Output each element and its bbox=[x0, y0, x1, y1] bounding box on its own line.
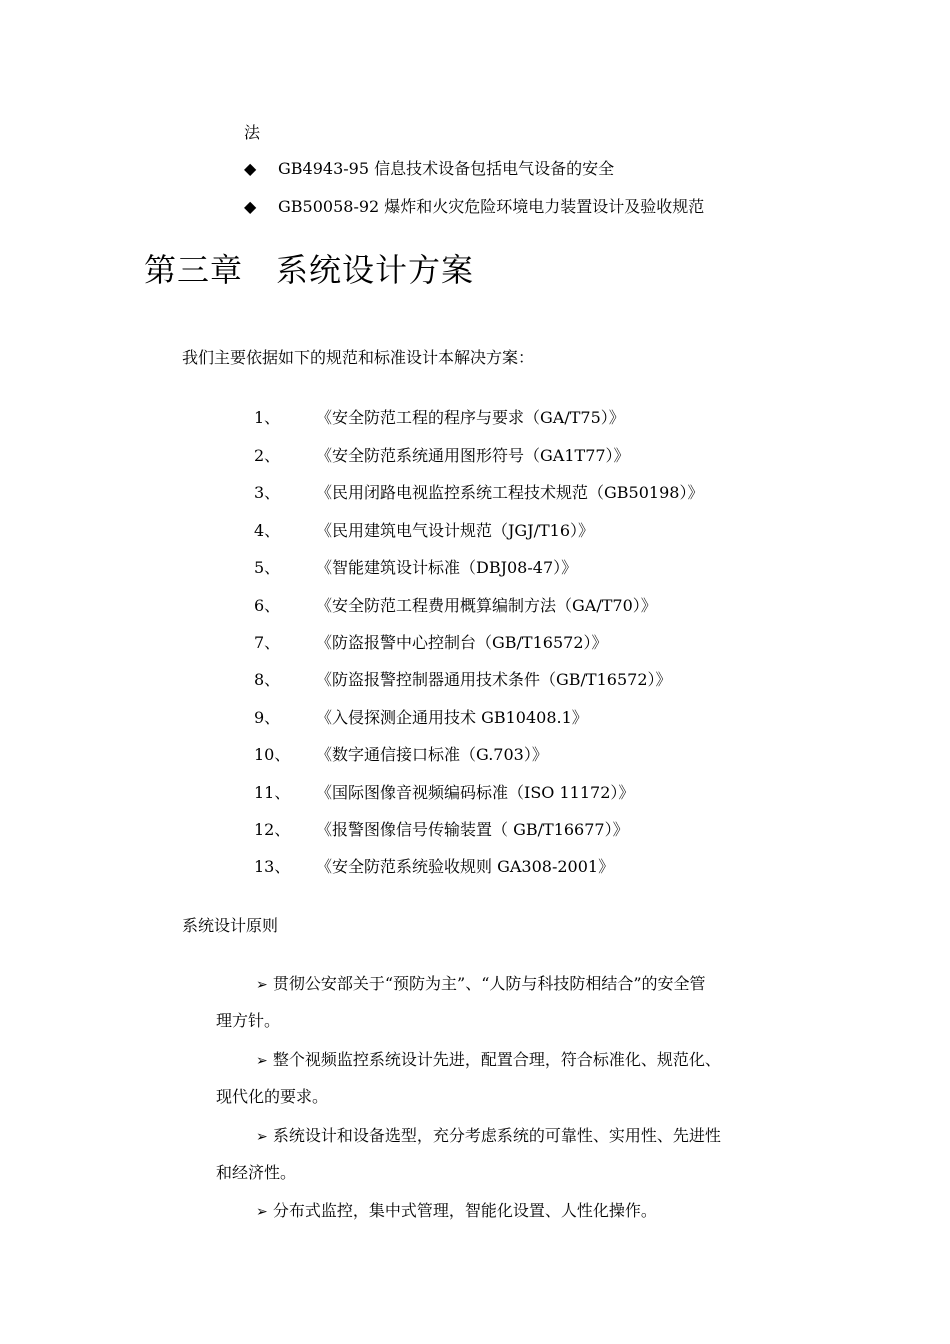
principle-item bbox=[216, 1118, 808, 1191]
list-item-number: 12、 bbox=[254, 820, 291, 839]
list-item-number: 6、 bbox=[254, 596, 281, 615]
previous-line-tail: 法 bbox=[244, 123, 261, 142]
principle-item bbox=[216, 966, 808, 1039]
list-item-text: 《安全防范系统通用图形符号（GA1T77）》 bbox=[316, 446, 630, 465]
arrow-bullet-icon: ➢ bbox=[256, 1129, 268, 1145]
list-item-number: 10、 bbox=[254, 745, 291, 764]
list-item-text: 《民用建筑电气设计规范（JGJ/T16）》 bbox=[316, 521, 595, 540]
list-item-number: 11、 bbox=[254, 783, 291, 802]
intro-paragraph: 我们主要依据如下的规范和标准设计本解决方案： bbox=[182, 348, 535, 367]
principle-text: 分布式监控，集中式管理，智能化设置、人性化操作。 bbox=[272, 1201, 657, 1220]
list-item-text: 《智能建筑设计标准（DBJ08-47）》 bbox=[316, 558, 578, 577]
principle-text-continued: 现代化的要求。 bbox=[216, 1087, 329, 1106]
arrow-bullet-icon: ➢ bbox=[256, 1053, 268, 1069]
list-item-text: 《防盗报警控制器通用技术条件（GB/T16572）》 bbox=[316, 670, 672, 689]
arrow-bullet-icon: ➢ bbox=[256, 1204, 268, 1220]
principle-item bbox=[216, 1193, 808, 1230]
list-item-text: 《防盗报警中心控制台（GB/T16572）》 bbox=[316, 633, 608, 652]
list-item-text: 《报警图像信号传输装置（ GB/T16677）》 bbox=[316, 820, 629, 839]
list-item-text: 《数字通信接口标准（G.703）》 bbox=[316, 745, 548, 764]
list-item-number: 1、 bbox=[254, 408, 281, 427]
list-item-number: 7、 bbox=[254, 633, 281, 652]
bullet-text: GB4943-95 信息技术设备包括电气设备的安全 bbox=[278, 159, 615, 178]
principle-item bbox=[216, 1042, 808, 1115]
list-item-text: 《民用闭路电视监控系统工程技术规范（GB50198）》 bbox=[316, 483, 704, 502]
chapter-title: 第三章 系统设计方案 bbox=[144, 251, 475, 289]
list-item-number: 8、 bbox=[254, 670, 281, 689]
list-item-number: 3、 bbox=[254, 483, 281, 502]
list-item-text: 《安全防范工程的程序与要求（GA/T75）》 bbox=[316, 408, 625, 427]
principle-text: 贯彻公安部关于“预防为主”、“人防与科技防相结合”的安全管 bbox=[272, 974, 706, 993]
principle-text-continued: 和经济性。 bbox=[216, 1163, 297, 1182]
diamond-bullet-icon: ◆ bbox=[244, 197, 257, 216]
principle-text: 整个视频监控系统设计先进，配置合理，符合标准化、规范化、 bbox=[272, 1050, 721, 1069]
list-item-number: 9、 bbox=[254, 708, 281, 727]
list-item-number: 2、 bbox=[254, 446, 281, 465]
principle-text: 系统设计和设备选型，充分考虑系统的可靠性、实用性、先进性 bbox=[272, 1126, 721, 1145]
section-heading: 系统设计原则 bbox=[182, 916, 279, 935]
list-item-number: 5、 bbox=[254, 558, 281, 577]
list-item-text: 《安全防范工程费用概算编制方法（GA/T70）》 bbox=[316, 596, 657, 615]
diamond-bullet-icon: ◆ bbox=[244, 159, 257, 178]
list-item-number: 4、 bbox=[254, 521, 281, 540]
list-item-text: 《入侵探测企通用技术 GB10408.1》 bbox=[316, 708, 588, 727]
list-item-number: 13、 bbox=[254, 857, 291, 876]
arrow-bullet-icon: ➢ bbox=[256, 977, 268, 993]
list-item-text: 《安全防范系统验收规则 GA308-2001》 bbox=[316, 857, 615, 876]
principle-text-continued: 理方针。 bbox=[216, 1011, 281, 1030]
list-item-text: 《国际图像音视频编码标准（ISO 11172）》 bbox=[316, 783, 635, 802]
bullet-text: GB50058-92 爆炸和火灾危险环境电力装置设计及验收规范 bbox=[278, 197, 705, 216]
